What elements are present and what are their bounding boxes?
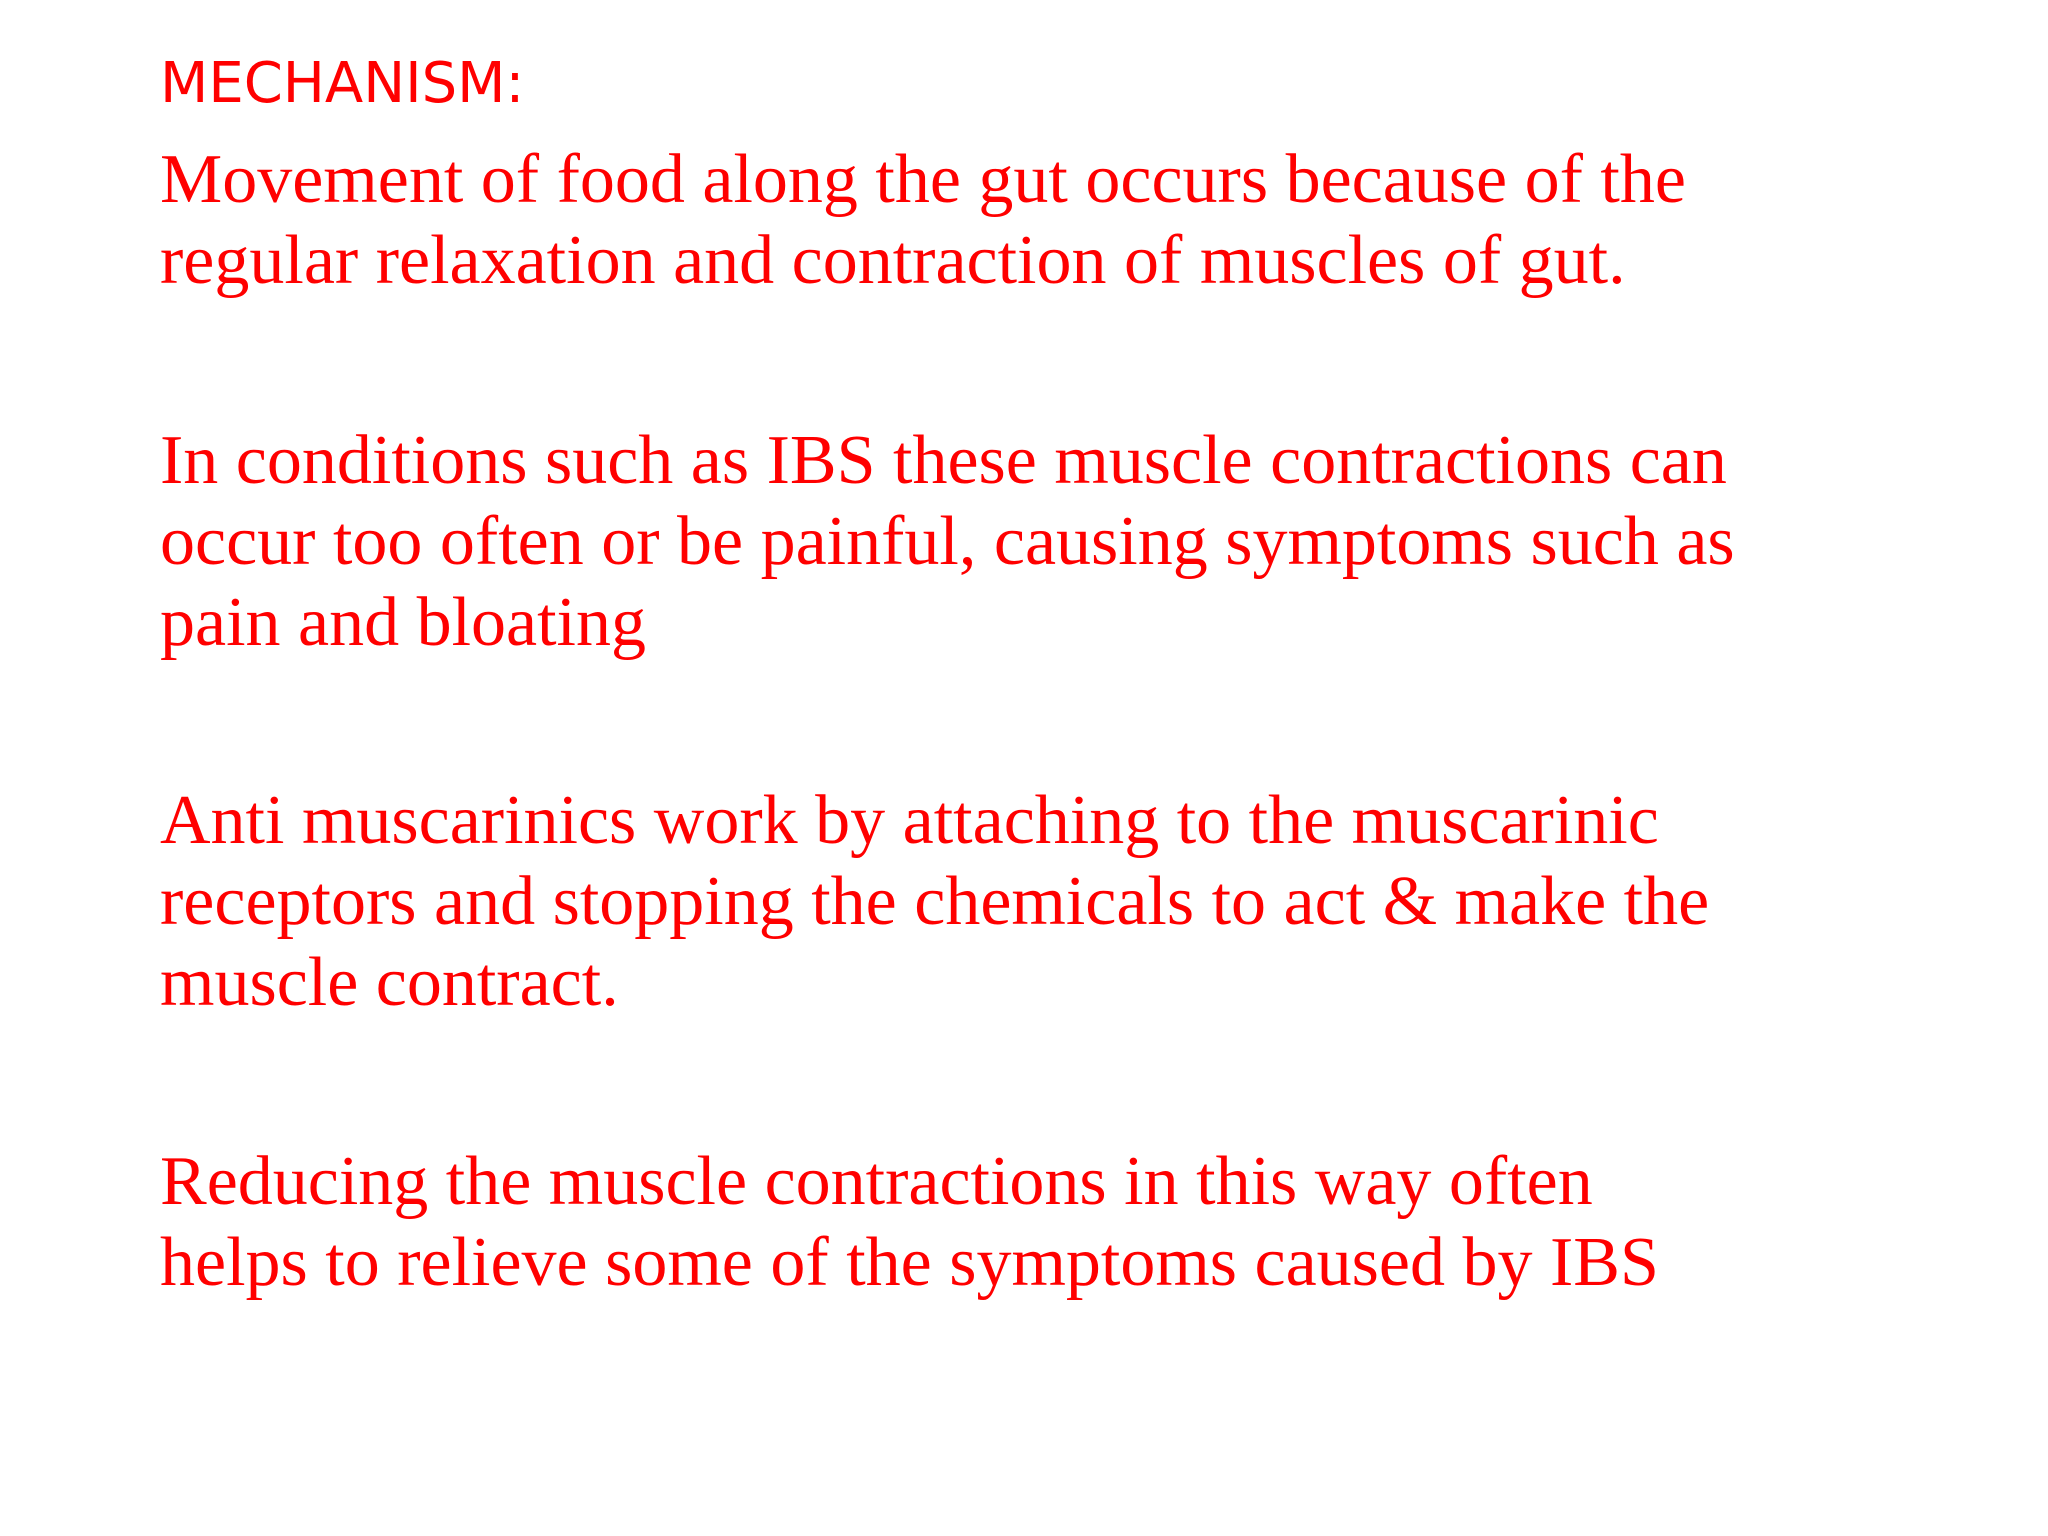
paragraph-line: Anti muscarinics work by attaching to the muscarinic	[160, 782, 1659, 859]
paragraph-line: Reducing the muscle contractions in this way often	[160, 1143, 1593, 1220]
paragraph-line: pain and bloating	[160, 584, 647, 661]
slide-heading: MECHANISM:	[160, 51, 525, 116]
paragraph-line: Movement of food along the gut occurs because of the	[160, 141, 1686, 218]
paragraph-line: receptors and stopping the chemicals to act & make the	[160, 863, 1710, 940]
paragraph-ibs-conditions	[160, 420, 1735, 663]
paragraph-gut-movement	[160, 139, 1686, 301]
paragraph-line: helps to relieve some of the symptoms caused by IBS	[160, 1224, 1659, 1301]
paragraph-line: In conditions such as IBS these muscle contractions can	[160, 422, 1727, 499]
paragraph-line: occur too often or be painful, causing symptoms such as	[160, 503, 1735, 580]
paragraph-reducing-contractions	[160, 1141, 1659, 1303]
paragraph-anti-muscarinics	[160, 780, 1709, 1023]
paragraph-line: muscle contract.	[160, 944, 619, 1021]
paragraph-line: regular relaxation and contraction of muscles of gut.	[160, 222, 1626, 299]
